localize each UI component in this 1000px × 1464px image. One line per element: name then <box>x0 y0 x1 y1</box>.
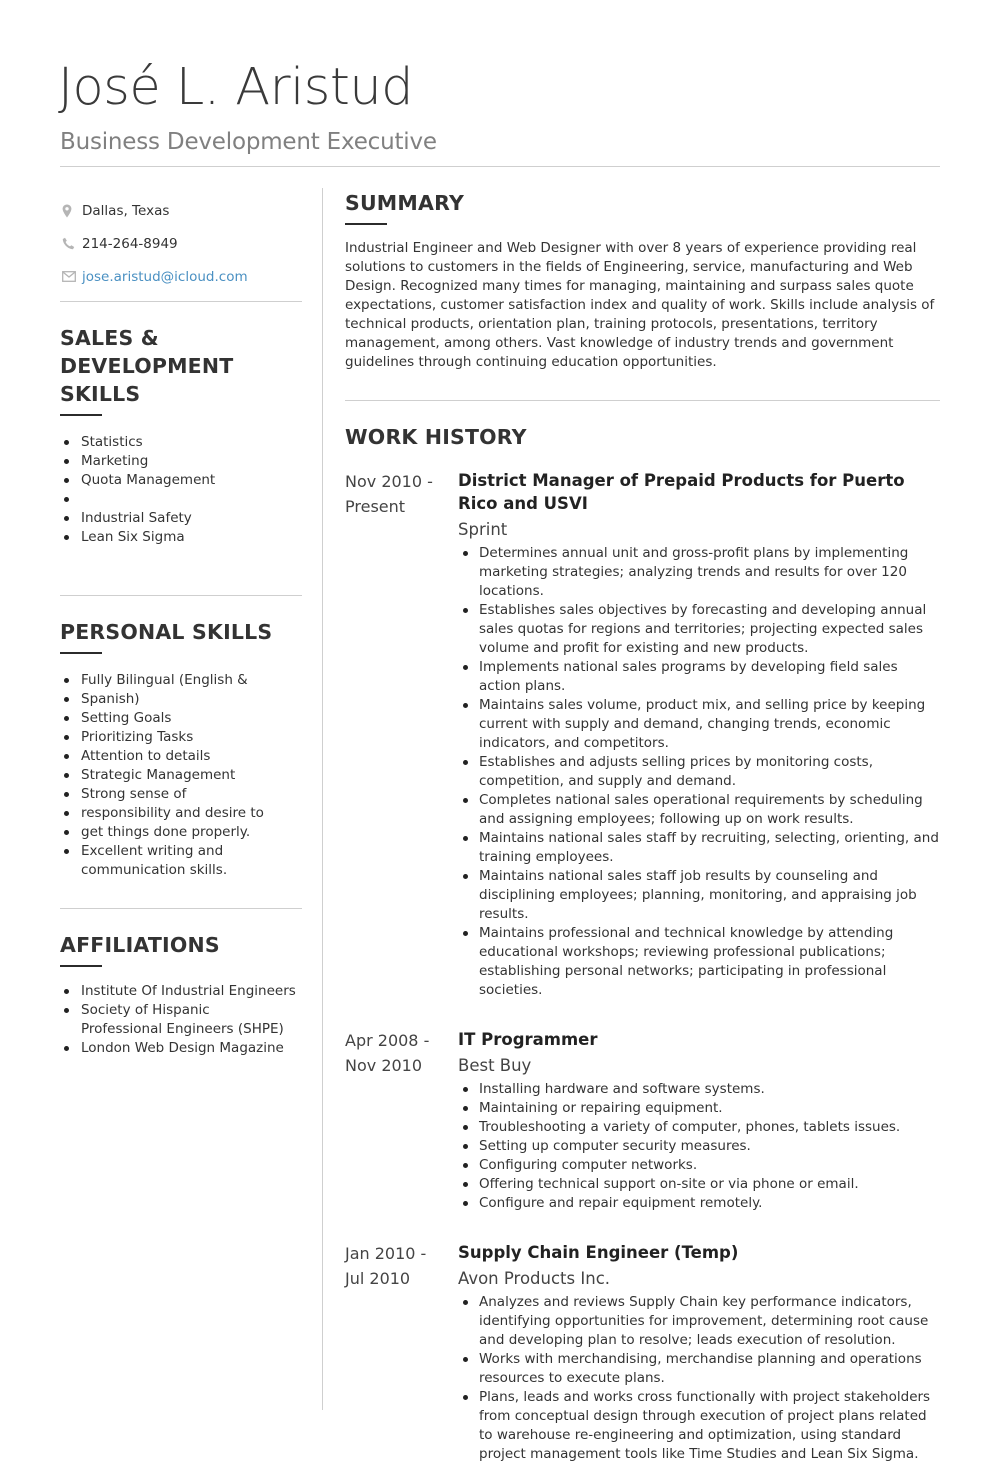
job-duties-list <box>458 544 940 1000</box>
summary-section <box>345 189 940 372</box>
list-item: Excellent writing and communication skills. <box>60 842 260 880</box>
list-item: Institute Of Industrial Engineers <box>60 982 302 1001</box>
location-pin-icon <box>60 204 82 218</box>
list-item: get things done properly. <box>60 823 302 842</box>
sales-skills-list <box>60 433 302 547</box>
list-item: Fully Bilingual (English & <box>60 671 302 690</box>
job-entry <box>345 1241 940 1464</box>
list-item: Society of Hispanic Professional Engineers (SHPE) <box>60 1001 285 1039</box>
job-date: Nov 2010 - Present <box>345 472 433 516</box>
list-item: Strong sense of <box>60 785 302 804</box>
list-item: Quota Management <box>60 471 302 490</box>
main-divider <box>345 400 940 401</box>
main-content <box>345 188 940 1464</box>
candidate-title: Business Development Executive <box>60 129 437 155</box>
sidebar-divider <box>60 908 302 909</box>
header-divider <box>60 166 940 167</box>
phone-icon <box>60 237 82 250</box>
job-date: Jan 2010 - Jul 2010 <box>345 1244 427 1288</box>
job-company: Sprint <box>458 520 508 539</box>
sales-skills-heading <box>60 324 302 408</box>
list-item: Configuring computer networks. <box>458 1156 940 1175</box>
personal-skills-list <box>60 671 302 880</box>
job-body <box>458 1241 940 1464</box>
location-text: Dallas, Texas <box>82 202 170 219</box>
personal-skills-section <box>60 618 302 880</box>
sales-skills-section <box>60 324 302 547</box>
list-item: Marketing <box>60 452 302 471</box>
sales-skills-heading-line1: SALES & DEVELOPMENT <box>60 326 234 378</box>
candidate-name: José L. Aristud <box>58 58 414 117</box>
list-item: Prioritizing Tasks <box>60 728 302 747</box>
job-body <box>458 1028 940 1213</box>
list-item: Plans, leads and works cross functionally with project stakeholders from conceptual design through execution of project plans related to warehouse re-engineering and optimization, using standard project management tools like Time Studies and Lean Six Sigma. <box>458 1388 940 1464</box>
work-history-heading: WORK HISTORY <box>345 425 527 449</box>
list-item: Statistics <box>60 433 302 452</box>
heading-underline <box>60 965 102 967</box>
list-item: London Web Design Magazine <box>60 1039 302 1058</box>
list-item: Industrial Safety <box>60 509 302 528</box>
affiliations-list <box>60 982 302 1058</box>
list-item: Setting Goals <box>60 709 302 728</box>
list-item: Completes national sales operational requirements by scheduling and assigning employees; following up on work results. <box>458 791 940 829</box>
sidebar <box>60 194 302 1058</box>
job-body <box>458 469 940 1000</box>
work-history-section <box>345 423 940 1464</box>
job-date: Apr 2008 - Nov 2010 <box>345 1031 430 1075</box>
job-title: IT Programmer <box>458 1030 598 1049</box>
list-item: Maintains national sales staff job results by counseling and disciplining employees; planning, monitoring, and appraising job results. <box>458 867 940 924</box>
list-item: Offering technical support on-site or via phone or email. <box>458 1175 940 1194</box>
list-item: Setting up computer security measures. <box>458 1137 940 1156</box>
summary-text: Industrial Engineer and Web Designer with over 8 years of experience providing real solutions to customers in the fields of Engineering, service, manufacturing and Web Design. Recognized many times for managing, maintaining and surpass sales quote expectations, customer satisfaction index and quality of work. Skills include analysis of technical products, orientation plan, training protocols, presentations, territory management, among others. Vast knowledge of industry trends and government guidelines through continuing education opportunities. <box>345 240 935 370</box>
list-item: responsibility and desire to <box>60 804 302 823</box>
list-item: Analyzes and reviews Supply Chain key performance indicators, identifying opportunities for improvement, determining root cause and developing plan to resolve; leads execution of resolution. <box>458 1293 940 1350</box>
list-item: Establishes sales objectives by forecasting and developing annual sales quotas for regions and territories; projecting expected sales volume and profit for existing and new products. <box>458 601 940 658</box>
list-item: Implements national sales programs by developing field sales action plans. <box>458 658 940 696</box>
list-item: Maintaining or repairing equipment. <box>458 1099 940 1118</box>
list-item: Establishes and adjusts selling prices by monitoring costs, competition, and supply and demand. <box>458 753 940 791</box>
list-item: Strategic Management <box>60 766 302 785</box>
sidebar-divider <box>60 301 302 302</box>
list-item: Spanish) <box>60 690 302 709</box>
personal-skills-heading: PERSONAL SKILLS <box>60 620 273 644</box>
job-company: Best Buy <box>458 1056 532 1075</box>
contact-email[interactable] <box>60 260 302 293</box>
job-title: Supply Chain Engineer (Temp) <box>458 1243 739 1262</box>
contact-location <box>60 194 302 227</box>
affiliations-section <box>60 931 302 1058</box>
email-link[interactable]: jose.aristud@icloud.com <box>82 268 248 285</box>
heading-underline <box>60 414 102 416</box>
sidebar-divider <box>60 595 302 596</box>
list-item: Maintains sales volume, product mix, and selling price by keeping current with supply and demand, changing trends, economic indicators, and competitors. <box>458 696 940 753</box>
list-item: Troubleshooting a variety of computer, phones, tablets issues. <box>458 1118 940 1137</box>
list-item: Configure and repair equipment remotely. <box>458 1194 940 1213</box>
summary-heading: SUMMARY <box>345 191 464 215</box>
contact-phone <box>60 227 302 260</box>
heading-underline <box>345 223 387 225</box>
list-item: Installing hardware and software systems. <box>458 1080 940 1099</box>
list-item: Lean Six Sigma <box>60 528 302 547</box>
affiliations-heading: AFFILIATIONS <box>60 933 220 957</box>
list-item: Works with merchandising, merchandise planning and operations resources to execute plans. <box>458 1350 940 1388</box>
phone-text: 214-264-8949 <box>82 235 178 252</box>
sales-skills-heading-line2: SKILLS <box>60 382 141 406</box>
column-divider <box>322 188 323 1410</box>
job-duties-list <box>458 1080 940 1213</box>
list-item <box>60 490 302 509</box>
job-company: Avon Products Inc. <box>458 1269 611 1288</box>
list-item: Attention to details <box>60 747 302 766</box>
job-entry <box>345 469 940 1000</box>
job-title: District Manager of Prepaid Products for Puerto Rico and USVI <box>458 471 905 513</box>
job-entry <box>345 1028 940 1213</box>
envelope-icon <box>60 271 82 282</box>
heading-underline <box>60 652 102 654</box>
list-item: Maintains professional and technical knowledge by attending educational workshops; reviewing professional publications; establishing personal networks; participating in professional societies. <box>458 924 940 1000</box>
list-item: Maintains national sales staff by recruiting, selecting, orienting, and training employees. <box>458 829 940 867</box>
job-duties-list <box>458 1293 940 1464</box>
list-item: Determines annual unit and gross-profit plans by implementing marketing strategies; analyzing trends and results for over 120 locations. <box>458 544 940 601</box>
